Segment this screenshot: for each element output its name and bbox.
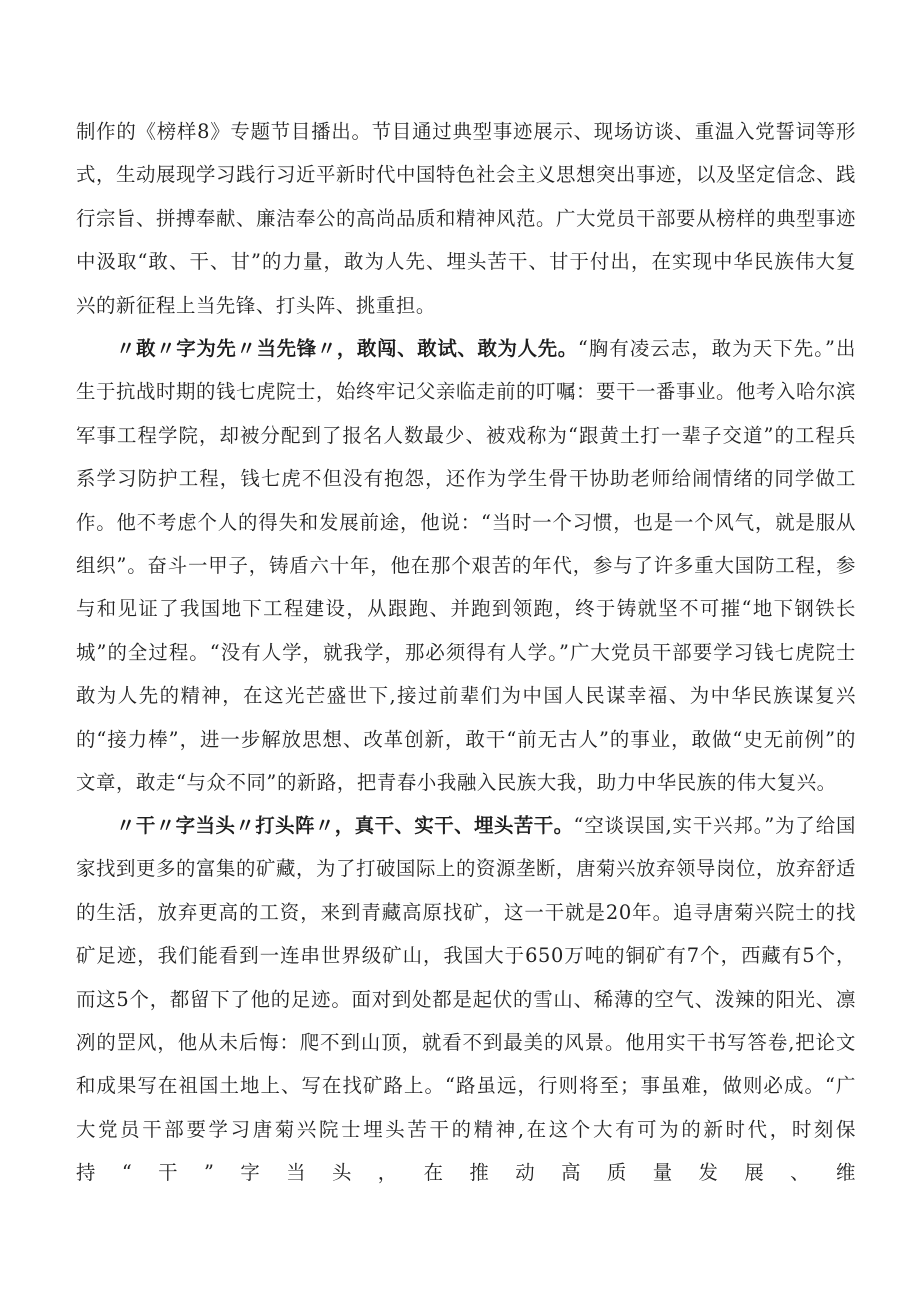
paragraph-3-text: “空谈误国,实干兴邦。”为了给国家找到更多的富集的矿藏，为了打破国际上的资源垄断，唐菊兴放弃领导岗位，放弃舒适的生活，放弃更高的工资，来到青藏高原找矿，这一干就是20年。追寻唐菊兴院士的找矿足迹，我们能看到一连串世界级矿山，我国大于650万吨的铜矿有7个，西藏有5个，而这5个，都留下了他的足迹。面对到处都是起伏的雪山、稀薄的空气、泼辣的阳光、凛冽的罡风，他从未后悔：爬不到山顶，就看不到最美的风景。他用实干书写答卷,把论文和成果写在祖国土地上、写在找矿路上。“路虽远，行则将至；事虽难，做则必成。“广大党员干部要学习唐菊兴院士埋头苦干的精神,在这个大有可为的新时代，时刻保持“干”字当头，在推动高质量发展、维 <box>76 814 856 1185</box>
paragraph-3 <box>76 804 856 1195</box>
paragraph-2-text: “胸有凌云志，敢为天下先。”出生于抗战时期的钱七虎院士，始终牢记父亲临走前的叮嘱：要干一番事业。他考入哈尔滨军事工程学院，却被分配到了报名人数最少、被戏称为“跟黄土打一辈子交道”的工程兵系学习防护工程，钱七虎不但没有抱怨，还作为学生骨干协助老师给闹情绪的同学做工作。他不考虑个人的得失和发展前途，他说：“当时一个习惯，也是一个风气，就是服从组织”。奋斗一甲子，铸盾六十年，他在那个艰苦的年代，参与了许多重大国防工程，参与和见证了我国地下工程建设，从跟跑、并跑到领跑，终于铸就坚不可摧“地下钢铁长城”的全过程。“没有人学，就我学，那必须得有人学。”广大党员干部要学习钱七虎院士敢为人先的精神，在这光芒盛世下,接过前辈们为中国人民谋幸福、为中华民族谋复兴的“接力棒”，进一步解放思想、改革创新，敢干“前无古人”的事业，敢做“史无前例”的文章，敢走“与众不同”的新路，把青春小我融入民族大我，助力中华民族的伟大复兴。 <box>76 337 856 795</box>
paragraph-3-lead-heading: 〃干〃字当头〃打头阵〃，真干、实干、埋头苦干。 <box>116 814 574 837</box>
paragraph-1 <box>76 110 856 327</box>
paragraph-1-text: 制作的《榜样8》专题节目播出。节目通过典型事迹展示、现场访谈、重温入党誓词等形式，生动展现学习践行习近平新时代中国特色社会主义思想突出事迹，以及坚定信念、践行宗旨、拼搏奉献、廉洁奉公的高尚品质和精神风范。广大党员干部要从榜样的典型事迹中汲取“敢、干、甘”的力量，敢为人先、埋头苦干、甘于付出，在实现中华民族伟大复兴的新征程上当先锋、打头阵、挑重担。 <box>76 120 856 317</box>
paragraph-2-lead-heading: 〃敢〃字为先〃当先锋〃，敢闯、敢试、敢为人先。 <box>116 337 578 360</box>
paragraph-2 <box>76 327 856 804</box>
